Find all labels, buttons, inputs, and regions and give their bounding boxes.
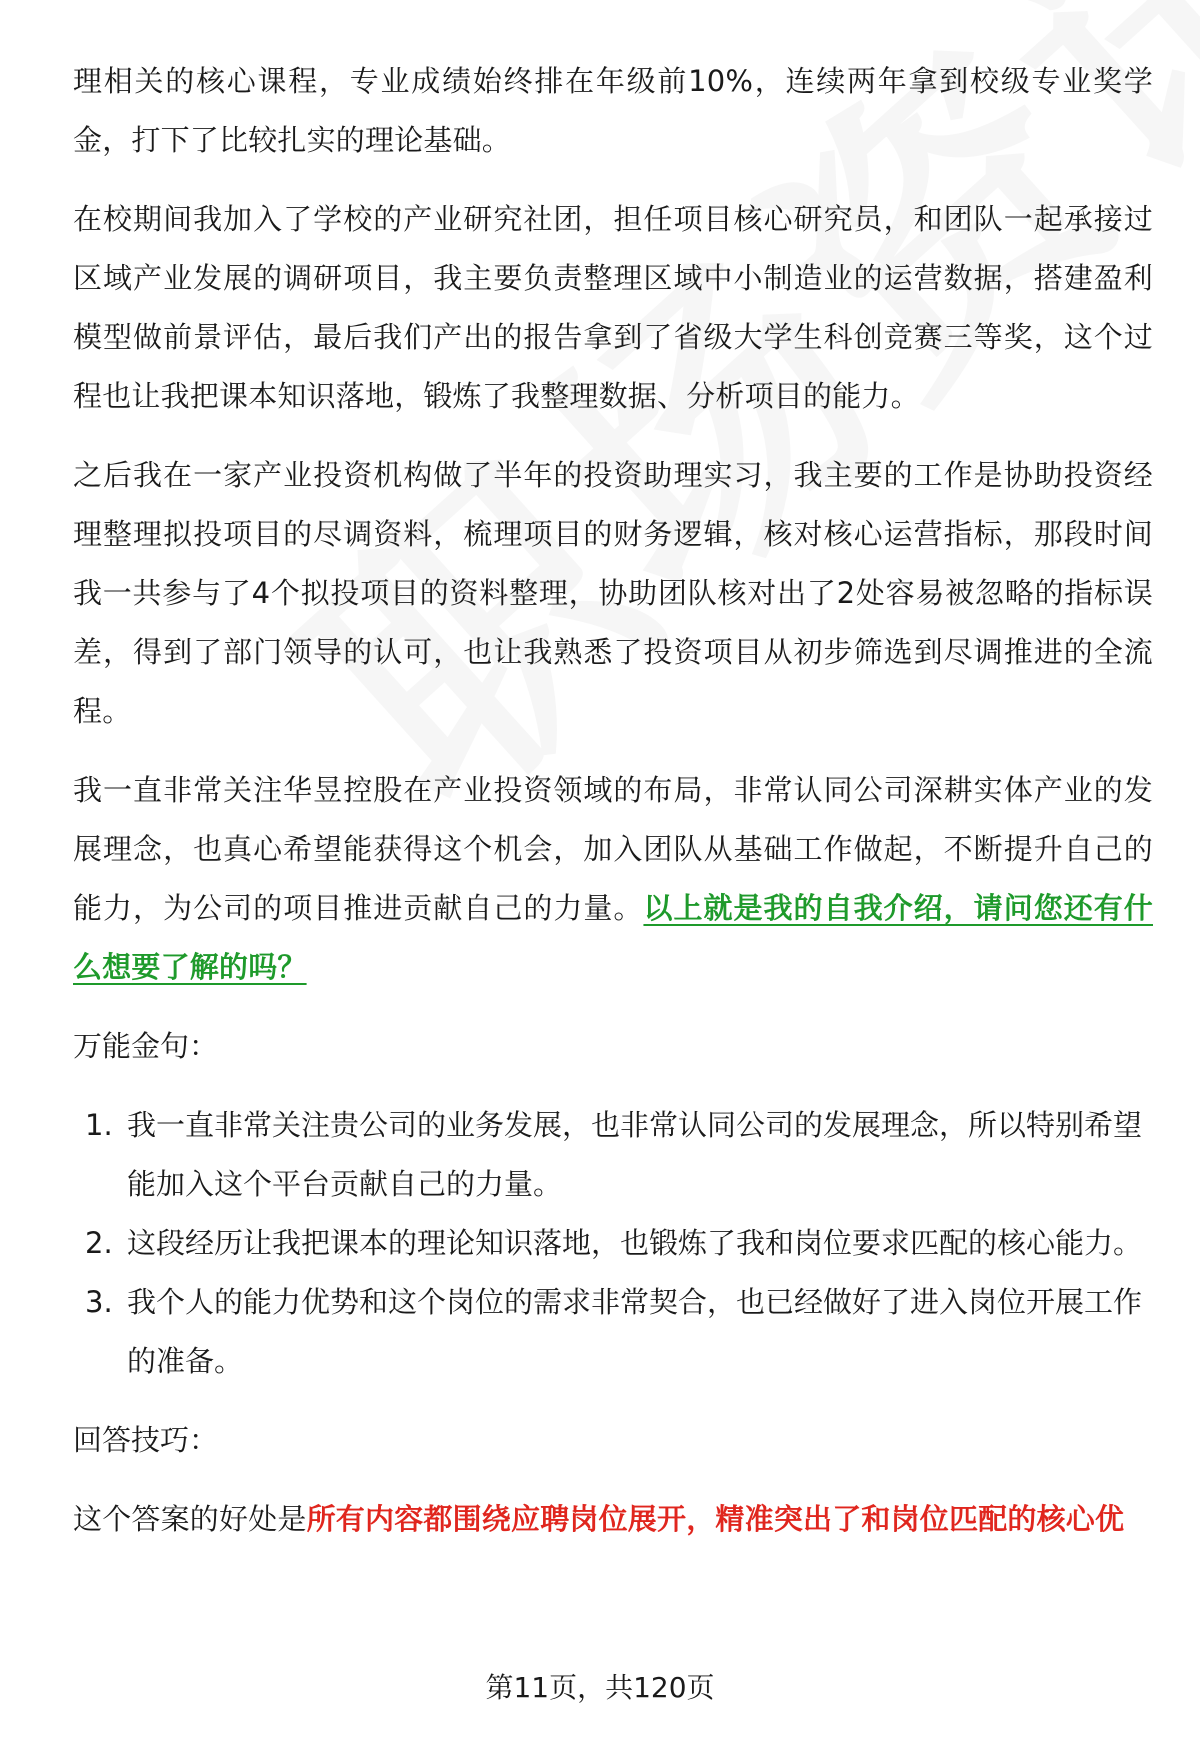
paragraph-education: 理相关的核心课程，专业成绩始终排在年级前10%，连续两年拿到校级专业奖学金，打下了比较扎实的理论基础。 bbox=[73, 64, 1153, 157]
document-body bbox=[73, 52, 1153, 1569]
phrases-list bbox=[73, 1096, 1153, 1391]
list-item-text: 我个人的能力优势和这个岗位的需求非常契合，也已经做好了进入岗位开展工作的准备。 bbox=[127, 1285, 1143, 1378]
motivation-text: 我一直非常关注华昱控股在产业投资领域的布局，非常认同公司深耕实体产业的发展理念，也真心希望能获得这个机会，加入团队从基础工作做起，不断提升自己的能力，为公司的项目推进贡献自己的力量。 bbox=[73, 773, 1153, 925]
list-item-text: 这段经历让我把课本的理论知识落地，也锻炼了我和岗位要求匹配的核心能力。 bbox=[127, 1226, 1143, 1260]
list-item bbox=[73, 1214, 1153, 1273]
tips-heading: 回答技巧： bbox=[73, 1423, 219, 1457]
list-number: 3. bbox=[85, 1285, 113, 1319]
list-number: 1. bbox=[85, 1108, 113, 1142]
closing-question-highlight: 以上就是我的自我介绍，请问您还有什么想要了解的吗？ bbox=[73, 891, 1153, 984]
paragraph-tips bbox=[73, 1490, 1153, 1549]
tips-text: 这个答案的好处是 bbox=[73, 1502, 307, 1536]
list-item bbox=[73, 1096, 1153, 1214]
tips-highlight: 所有内容都围绕应聘岗位展开，精准突出了和岗位匹配的核心优 bbox=[306, 1502, 1125, 1536]
paragraph-motivation bbox=[73, 761, 1153, 997]
page-number-footer: 第11页，共120页 bbox=[485, 1671, 715, 1704]
paragraph-internship: 之后我在一家产业投资机构做了半年的投资助理实习，我主要的工作是协助投资经理整理拟投项目的尽调资料，梳理项目的财务逻辑，核对核心运营指标，那段时间我一共参与了4个拟投项目的资料整理，协助团队核对出了2处容易被忽略的指标误差，得到了部门领导的认可，也让我熟悉了投资项目从初步筛选到尽调推进的全流程。 bbox=[73, 458, 1153, 728]
list-item-text: 我一直非常关注贵公司的业务发展，也非常认同公司的发展理念，所以特别希望能加入这个平台贡献自己的力量。 bbox=[127, 1108, 1143, 1201]
phrases-heading: 万能金句： bbox=[73, 1029, 219, 1063]
list-item bbox=[73, 1273, 1153, 1391]
list-number: 2. bbox=[85, 1226, 113, 1260]
paragraph-club-experience: 在校期间我加入了学校的产业研究社团，担任项目核心研究员，和团队一起承接过区域产业发展的调研项目，我主要负责整理区域中小制造业的运营数据，搭建盈利模型做前景评估，最后我们产出的报告拿到了省级大学生科创竞赛三等奖，这个过程也让我把课本知识落地，锻炼了我整理数据、分析项目的能力。 bbox=[73, 202, 1153, 413]
